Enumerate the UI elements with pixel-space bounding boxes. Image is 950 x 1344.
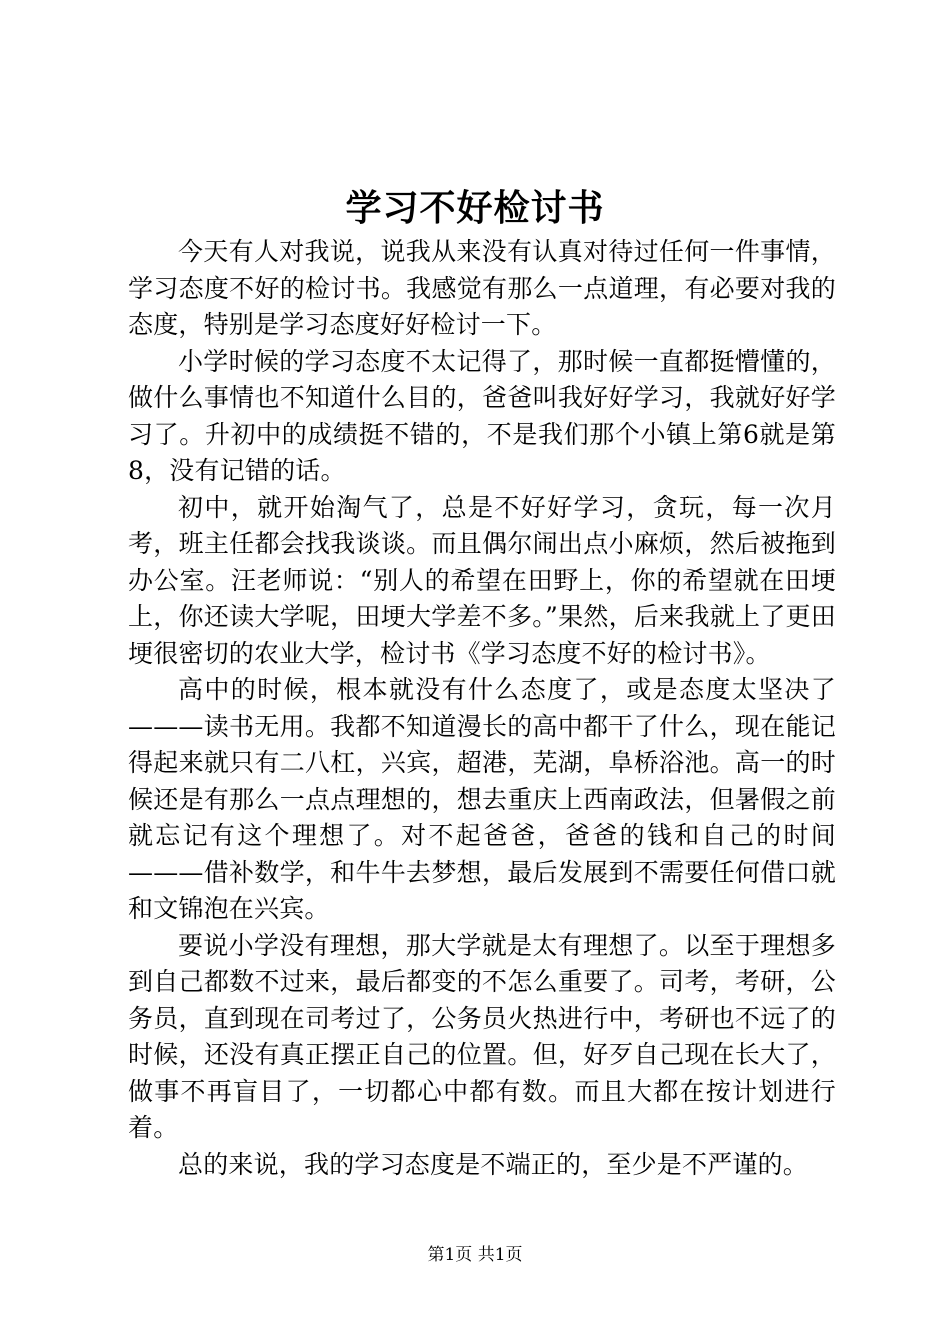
document-title: 学习不好检讨书 (345, 187, 605, 229)
paragraph-2: 小学时候的学习态度不太记得了，那时候一直都挺懵懂的，做什么事情也不知道什么目的，爸爸叫我好好学习，我就好好学习了。升初中的成绩挺不错的，不是我们那个小镇上第6就是第8，没有记错的话。 (128, 346, 836, 485)
document-body (128, 234, 836, 1183)
paragraph-5: 要说小学没有理想，那大学就是太有理想了。以至于理想多到自己都数不过来，最后都变的不怎么重要了。司考，考研，公务员，直到现在司考过了，公务员火热进行中，考研也不远了的时候，还没有真正摆正自己的位置。但，好歹自己现在长大了，做事不再盲目了，一切都心中都有数。而且大都在按计划进行着。 (128, 930, 836, 1142)
paragraph-3: 初中，就开始淘气了，总是不好好学习，贪玩，每一次月考，班主任都会找我谈谈。而且偶尔闹出点小麻烦，然后被拖到办公室。汪老师说：“别人的希望在田野上，你的希望就在田埂上，你还读大学呢，田埂大学差不多。”果然，后来我就上了更田埂很密切的农业大学，检讨书《学习态度不好的检讨书》。 (128, 492, 836, 668)
paragraph-6: 总的来说，我的学习态度是不端正的，至少是不严谨的。 (178, 1149, 809, 1179)
paragraph-1: 今天有人对我说，说我从来没有认真对待过任何一件事情，学习态度不好的检讨书。我感觉有那么一点道理，有必要对我的态度，特别是学习态度好好检讨一下。 (128, 237, 836, 339)
page-footer: 第1页 共1页 (427, 1245, 523, 1265)
paragraph-4: 高中的时候，根本就没有什么态度了，或是态度太坚决了———读书无用。我都不知道漫长的高中都干了什么，现在能记得起来就只有二八杠，兴宾，超港，芜湖，阜桥浴池。高一的时候还是有那么一点点理想的，想去重庆上西南政法，但暑假之前就忘记有这个理想了。对不起爸爸，爸爸的钱和自己的时间———借补数学，和牛牛去梦想，最后发展到不需要任何借口就和文锦泡在兴宾。 (128, 675, 836, 923)
